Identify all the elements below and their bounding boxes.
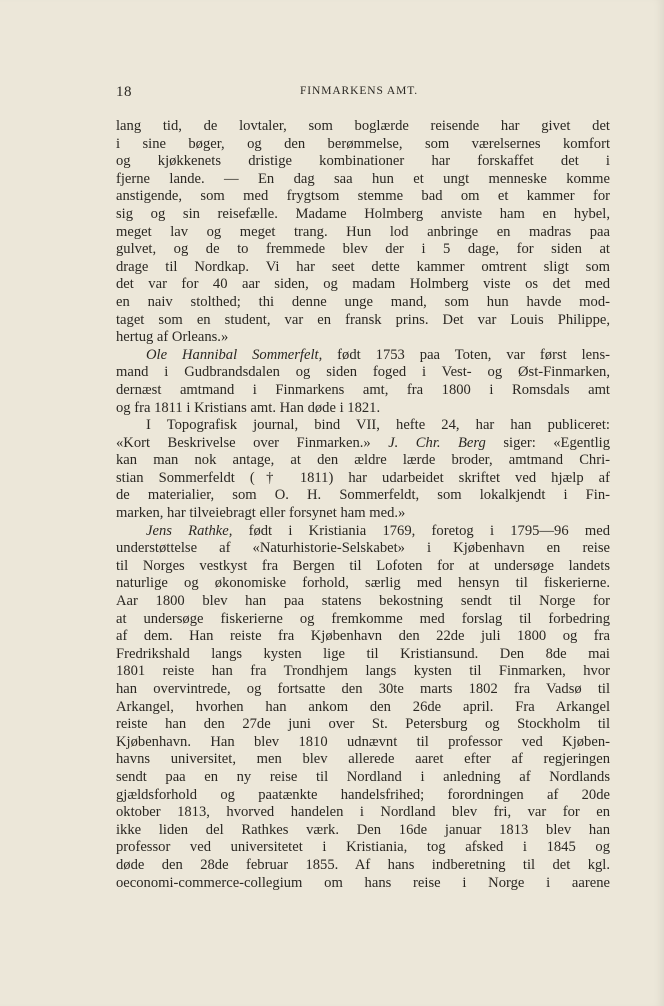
text-line: hertug af Orleans.» [116,329,229,346]
italic-name: Jens Rathke, [146,522,233,539]
text-line: Fredrikshald langs kysten lige til Kristiansund. Den 8de mai [116,645,610,662]
text-line: til Norges vestkyst fra Bergen til Lofoten for at undersøge landets [116,557,610,574]
line-fragment: «Kort Beskrivelse over Finmarken.» [116,434,389,451]
italic-name: Ole Hannibal Sommerfelt, [146,346,323,363]
text-line: at undersøge fiskerierne og fremkomme med forslag til forbedring [116,610,610,627]
text-line-berg [116,435,610,453]
text-line: fjerne lande. — En dag saa hun et ungt menneske komme [116,170,610,187]
text-line: det var for 40 aar siden, og madam Holmberg viste os det med [116,276,610,293]
text-line: sendt paa en ny reise til Nordland i anledning af Nordlands [116,768,610,785]
text-line-sommerfelt [116,347,610,365]
text-line: dernæst amtmand i Finmarkens amt, fra 1800 i Romsdals amt [116,381,610,398]
text-line: oeconomi-commerce-collegium om hans reise i Norge i aarene [116,874,610,891]
text-line: døde den 28de februar 1855. Af hans indberetning til det kgl. [116,856,610,873]
text-line: sig og sin reisefælle. Madame Holmberg anviste ham en hybel, [116,205,610,222]
text-line: han overvintrede, og fortsatte den 30te marts 1802 fra Vadsø til [116,681,610,697]
text-line: Aar 1800 blev han paa statens bekostning sendt til Norge for [116,593,610,610]
line-fragment: siger: «Egentlig [485,434,610,451]
text-line: taget som en student, var en fransk prins. Det var Louis Philippe, [116,311,610,328]
text-line: af dem. Han reiste fra Kjøbenhavn den 22de juli 1800 og fra [116,628,610,645]
line-fragment: født 1753 paa Toten, var først lens- [322,346,610,363]
text-line: Kjøbenhavn. Han blev 1810 udnævnt til professor ved Kjøben- [116,733,610,750]
text-line: oktober 1813, hvorved handelen i Nordland blev fri, var for en [116,804,610,821]
text-line: anstigende, som med frygtsom stemme bad om et kammer for [116,188,610,205]
text-line: og kjøkkenets dristige kombinationer har forskaffet det i [116,153,610,170]
text-line: i sine bøger, og den berømmelse, som værelsernes komfort [116,135,610,152]
body-text [116,118,610,892]
line-fragment: født i Kristiania 1769, foretog i 1795—96 med [232,522,610,539]
text-line: understøttelse af «Naturhistorie-Selskabet» i Kjøbenhavn en reise [116,540,610,557]
text-line: gulvet, og de to fremmede blev der i 5 dage, for siden at [116,241,610,258]
text-line: ikke liden del Rathkes værk. Den 16de januar 1813 blev han [116,821,610,838]
running-title: FINMARKENS AMT. [300,85,419,97]
text-line: meget lav og meget trang. Hun lod anbringe en madras paa [116,223,610,240]
text-line: drage til Nordkap. Vi har seet dette kammer omtrent sligt som [116,258,610,275]
text-line: de materialier, som O. H. Sommerfeldt, som lokalkjendt i Fin- [116,487,610,504]
text-line: Arkangel, hvorhen han ankom den 26de april. Fra Arkangel [116,698,610,715]
text-line: marken, har tilveiebragt eller forsynet ham med.» [116,505,406,522]
page-number: 18 [116,84,132,100]
text-line: havns universitet, men blev allerede aaret efter af regjeringen [116,751,610,768]
text-line: I Topografisk journal, bind VII, hefte 24, har han publiceret: [146,417,610,434]
text-line: professor ved universitetet i Kristiania, tog afsked i 1845 og [116,839,610,856]
text-line: reiste han den 27de juni over St. Petersburg og Stockholm til [116,716,610,733]
text-line: 1801 reiste han fra Trondhjem langs kysten til Finmarken, hvor [116,663,610,680]
text-line: gjældsforhold og paatænkte handelsfrihed; forordningen af 20de [116,786,610,803]
text-line: stian Sommerfeldt († 1811) har udarbeidet skriftet ved hjælp af [116,469,610,486]
page-header [116,84,610,104]
text-line: og fra 1811 i Kristians amt. Han døde i 1821. [116,399,381,416]
text-line-rathke [116,523,610,541]
text-line: kan man nok antage, at den ældre lærde broder, amtmand Chri- [116,452,610,469]
text-line: lang tid, de lovtaler, som boglærde reisende har givet det [116,118,610,134]
text-line: en naiv stolthed; thi denne unge mand, som hun havde mod- [116,293,610,310]
italic-name: J. Chr. Berg [388,434,486,451]
text-line: naturlige og økonomiske forhold, særlig med hensyn til fiskerierne. [116,575,610,592]
text-line: mand i Gudbrandsdalen og siden foged i Vest- og Øst-Finmarken, [116,364,610,381]
